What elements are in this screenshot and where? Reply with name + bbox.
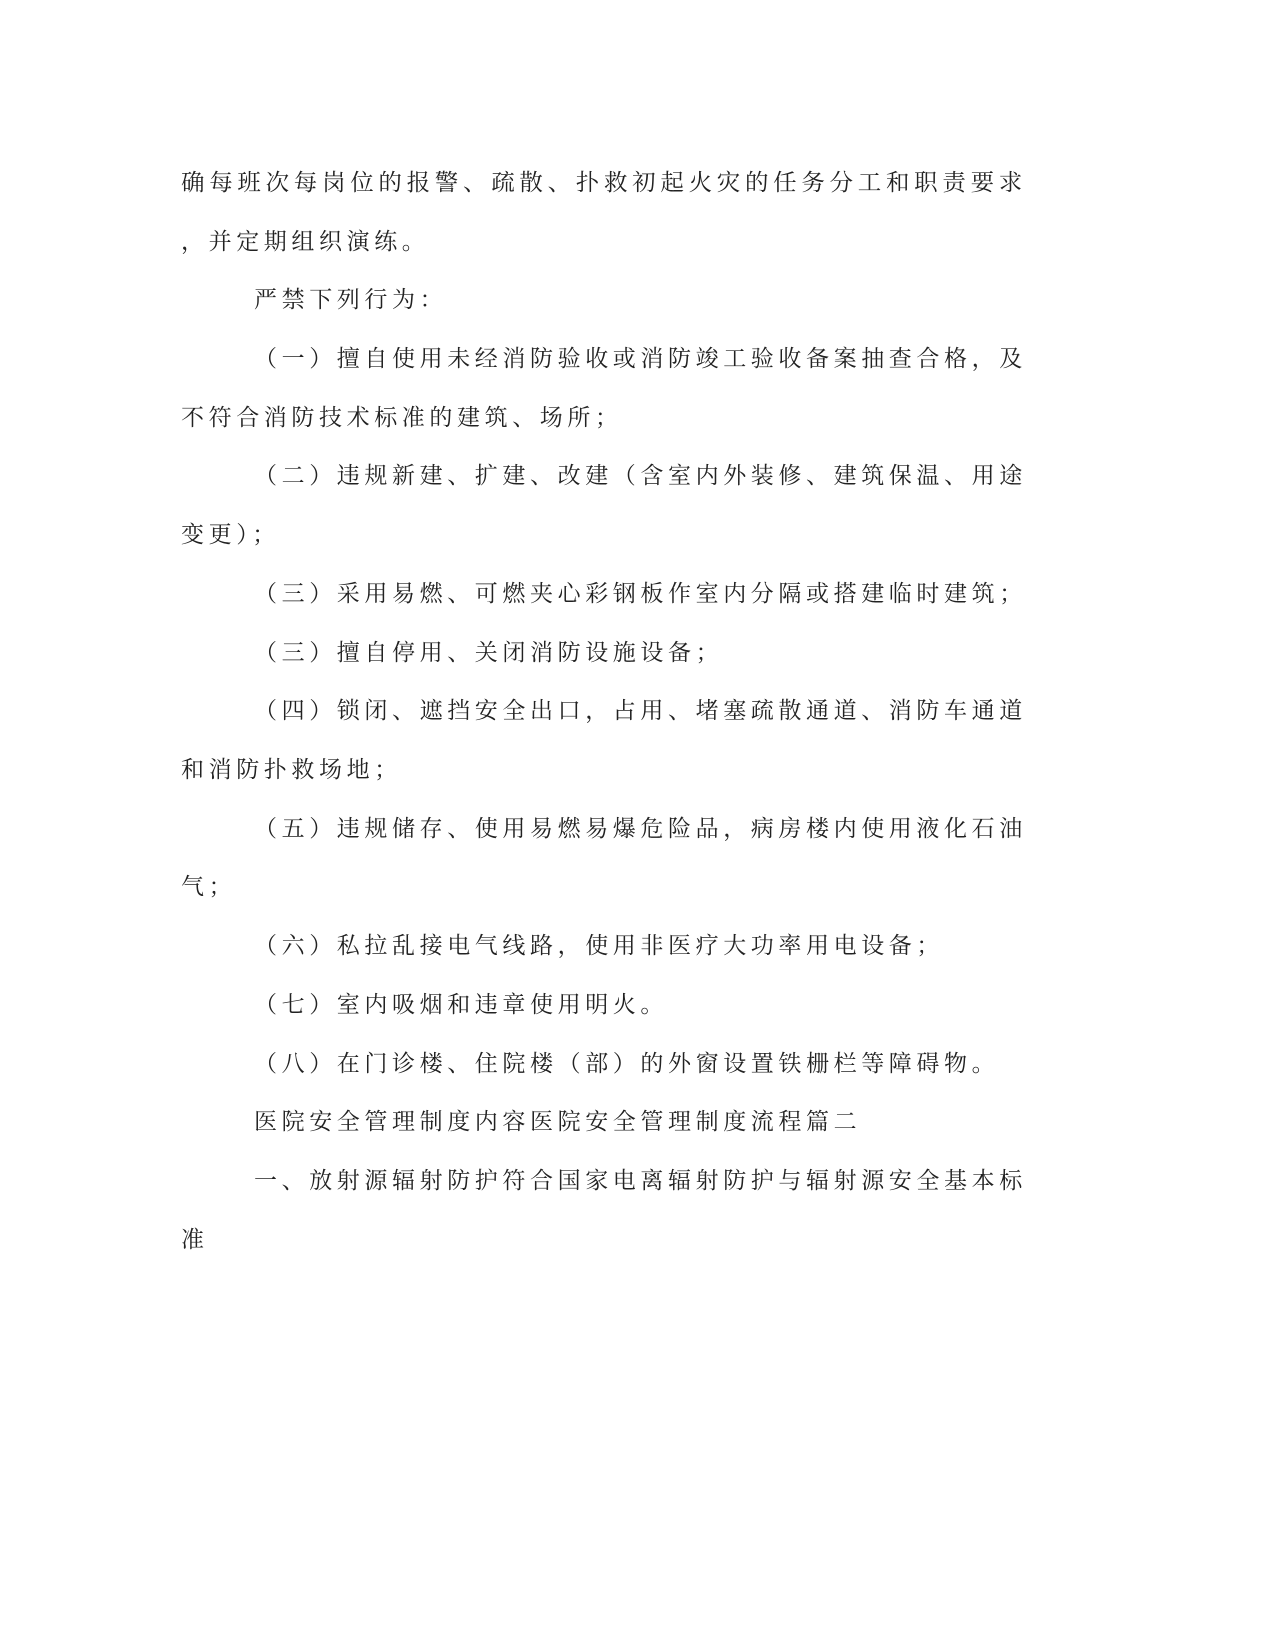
text-line: （一）擅自使用未经消防验收或消防竣工验收备案抽查合格，及 xyxy=(254,346,1027,372)
text-line: 严禁下列行为： xyxy=(254,287,448,313)
text-line: （六）私拉乱接电气线路，使用非医疗大功率用电设备； xyxy=(254,933,944,959)
text-line: 一、放射源辐射防护符合国家电离辐射防护与辐射源安全基本标 xyxy=(254,1168,1027,1194)
text-line: 气； xyxy=(181,874,237,900)
text-line: （五）违规储存、使用易燃易爆危险品，病房楼内使用液化石油 xyxy=(254,816,1027,842)
text-line: （二）违规新建、扩建、改建（含室内外装修、建筑保温、用途 xyxy=(254,463,1027,489)
text-line: （八）在门诊楼、住院楼（部）的外窗设置铁栅栏等障碍物。 xyxy=(254,1051,1000,1077)
text-line: 和消防扑救场地； xyxy=(181,757,402,783)
text-line: 确每班次每岗位的报警、疏散、扑救初起火灾的任务分工和职责要求 xyxy=(181,170,1027,196)
text-line: 变更）； xyxy=(181,522,280,548)
text-line: （七）室内吸烟和违章使用明火。 xyxy=(254,992,668,1018)
text-line: （三）擅自停用、关闭消防设施设备； xyxy=(254,640,724,666)
text-line: 不符合消防技术标准的建筑、场所； xyxy=(181,405,623,431)
text-line: 医院安全管理制度内容医院安全管理制度流程篇二 xyxy=(254,1109,862,1135)
text-line: （四）锁闭、遮挡安全出口，占用、堵塞疏散通道、消防车通道 xyxy=(254,698,1027,724)
text-line: ，并定期组织演练。 xyxy=(181,229,430,255)
text-line: 准 xyxy=(181,1227,209,1253)
text-line: （三）采用易燃、可燃夹心彩钢板作室内分隔或搭建临时建筑； xyxy=(254,581,1027,607)
